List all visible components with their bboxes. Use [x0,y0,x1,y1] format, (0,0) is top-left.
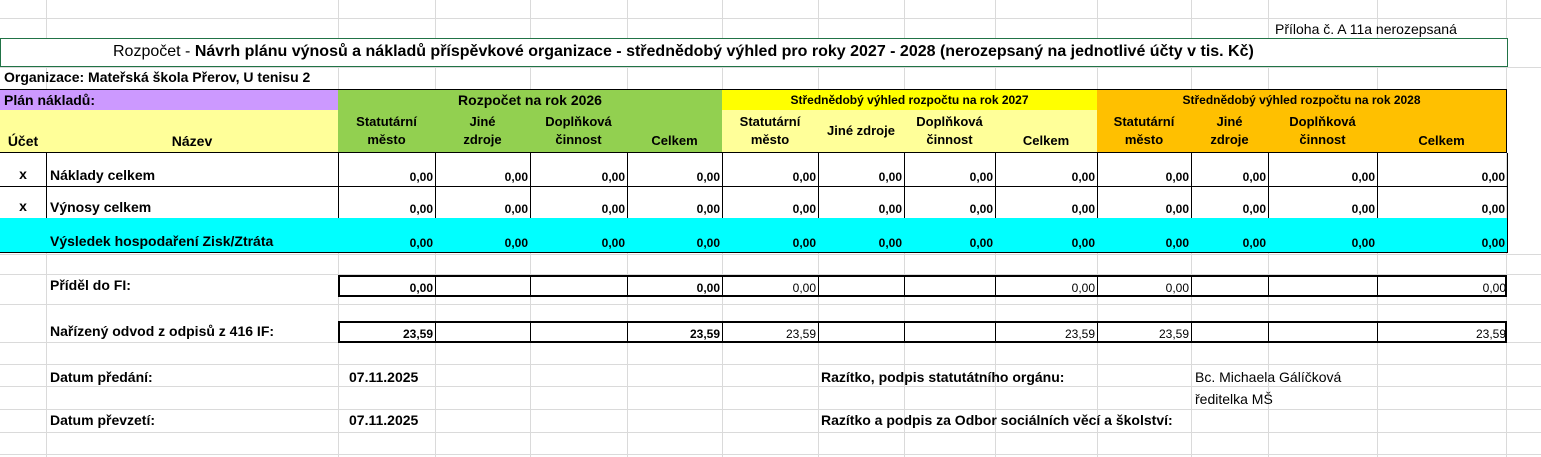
value-cell-jine-2028: 0,00 [1191,218,1269,253]
value-cell-stat-2027: 0,00 [722,218,819,253]
odvod-row-label: Nařízený odvod z odpisů z 416 IF: [50,323,275,339]
value-cell-celkem-2026: 0,00 [627,275,723,297]
value-cell-dopl-2028: 0,00 [1268,186,1378,219]
value-cell-stat-2027: 0,00 [722,153,819,187]
signer-name: Bc. Michaela Gálíčková [1195,369,1342,385]
value-cell-jine-2028: 0,00 [1191,153,1269,187]
value-cell-stat-2028: 0,00 [1097,186,1192,219]
col-header-stat-2026: Statutární město [338,110,436,153]
value-cell-jine-2026: 0,00 [435,186,531,219]
row-name-cell: Výsledek hospodaření Zisk/Ztráta [46,218,339,253]
col-header-stat-2028: Statutární město [1097,110,1192,153]
value-cell-stat-2027: 0,00 [722,186,819,219]
value-cell-dopl-2026: 0,00 [530,186,628,219]
value-cell-jine-2028 [1191,275,1269,297]
value-cell-jine-2028: 0,00 [1191,186,1269,219]
row-account-cell: x [0,153,47,187]
value-cell-celkem-2028: 0,00 [1482,281,1506,295]
value-cell-celkem-2027: 0,00 [995,153,1098,187]
value-cell-celkem-2026: 0,00 [627,186,723,219]
value-cell-stat-2026: 0,00 [338,275,436,297]
value-cell-celkem-2026: 0,00 [627,218,723,253]
col-header-jine-2026: Jiné zdroje [435,110,531,153]
value-cell-celkem-2028: 0,00 [1377,153,1508,187]
row-name-cell: Náklady celkem [46,153,339,187]
value-cell-jine-2027: 0,00 [818,218,905,253]
organization-label: Organizace: Mateřská škola Přerov, U tenisu 2 [4,69,311,85]
value-cell-celkem-2027: 0,00 [995,186,1098,219]
value-cell-dopl-2027: 0,00 [904,153,996,187]
value-cell-dopl-2026: 0,00 [530,153,628,187]
value-cell-dopl-2027: 0,00 [904,218,996,253]
value-cell-celkem-2028: 0,00 [1377,186,1508,219]
col-header-dopl-2028: Doplňková činnost [1268,110,1378,153]
value-cell-dopl-2026 [530,275,628,297]
title-main: Návrh plánu výnosů a nákladů příspěvkové organizace - střednědobý výhled pro roky 2027 - 2028 (nerozepsaný na jednotlivé účty v tis. Kč) [194,43,1254,60]
col-header-dopl-2027: Doplňková činnost [904,110,996,153]
group-header-2028: Střednědobý výhled rozpočtu na rok 2028 [1097,89,1507,111]
value-cell-jine-2026 [435,321,531,343]
value-cell-celkem-2027: 0,00 [995,275,1098,297]
value-cell-stat-2028: 0,00 [1097,218,1192,253]
row-account-cell: x [0,186,47,219]
value-cell-stat-2028: 0,00 [1097,153,1192,187]
value-cell-jine-2026: 0,00 [435,218,531,253]
value-cell-stat-2028: 23,59 [1097,321,1192,343]
signer-role: ředitelka MŠ [1195,391,1273,407]
value-cell-stat-2026: 0,00 [338,153,436,187]
value-cell-celkem-2027: 0,00 [995,218,1098,253]
value-cell-jine-2027 [818,321,905,343]
stamp-department-label: Razítko a podpis za Odbor sociálních věcí a školství: [821,412,1173,428]
group-header-2026: Rozpočet na rok 2026 [338,89,723,111]
value-cell-celkem-2026: 0,00 [627,153,723,187]
value-cell-jine-2027: 0,00 [818,153,905,187]
value-cell-dopl-2026 [530,321,628,343]
col-header-stat-2027: Statutární město [722,110,819,153]
col-header-celkem-2027: Celkem [995,110,1098,153]
row-account-cell [0,218,47,253]
value-cell-celkem-2028: 23,59 [1475,327,1506,341]
col-header-celkem-2028: Celkem [1377,110,1507,153]
col-header-jine-2028: Jiné zdroje [1191,110,1269,153]
title-prefix: Rozpočet - [113,43,195,60]
datum-predani-label: Datum předání: [50,369,153,385]
value-cell-stat-2026: 0,00 [338,186,436,219]
page-title [113,43,1254,61]
value-cell-jine-2026: 0,00 [435,153,531,187]
value-cell-jine-2028 [1191,321,1269,343]
datum-prevzeti-value: 07.11.2025 [349,412,419,428]
plan-label: Plán nákladů: [4,92,96,108]
value-cell-stat-2027: 23,59 [722,321,819,343]
value-cell-jine-2026 [435,275,531,297]
value-cell-dopl-2027 [904,321,996,343]
datum-prevzeti-label: Datum převzetí: [50,412,156,428]
value-cell-jine-2027 [818,275,905,297]
value-cell-dopl-2028: 0,00 [1268,153,1378,187]
fi-row-label: Příděl do FI: [50,277,131,293]
col-header-dopl-2026: Doplňková činnost [530,110,628,153]
value-cell-jine-2027: 0,00 [818,186,905,219]
value-cell-dopl-2028: 0,00 [1268,218,1378,253]
value-cell-stat-2026: 23,59 [338,321,436,343]
col-header-nazev: Název [46,110,339,153]
value-cell-stat-2027: 0,00 [722,275,819,297]
attachment-note: Příloha č. A 11a nerozepsaná [1275,21,1457,37]
value-cell-dopl-2027 [904,275,996,297]
row-name-cell: Výnosy celkem [46,186,339,219]
value-cell-celkem-2027: 23,59 [995,321,1098,343]
value-cell-stat-2026: 0,00 [338,218,436,253]
value-cell-dopl-2028 [1268,321,1378,343]
value-cell-celkem-2028: 0,00 [1377,218,1508,253]
col-header-jine-2027: Jiné zdroje [818,110,905,153]
col-header-ucet: Účet [0,110,47,153]
stamp-statutory-label: Razítko, podpis statutátního orgánu: [821,369,1065,385]
value-cell-dopl-2028 [1268,275,1378,297]
datum-predani-value: 07.11.2025 [349,369,419,385]
value-cell-dopl-2026: 0,00 [530,218,628,253]
col-header-celkem-2026: Celkem [627,110,723,153]
value-cell-dopl-2027: 0,00 [904,186,996,219]
group-header-2027: Střednědobý výhled rozpočtu na rok 2027 [722,89,1098,111]
value-cell-celkem-2026: 23,59 [627,321,723,343]
value-cell-stat-2028: 0,00 [1097,275,1192,297]
